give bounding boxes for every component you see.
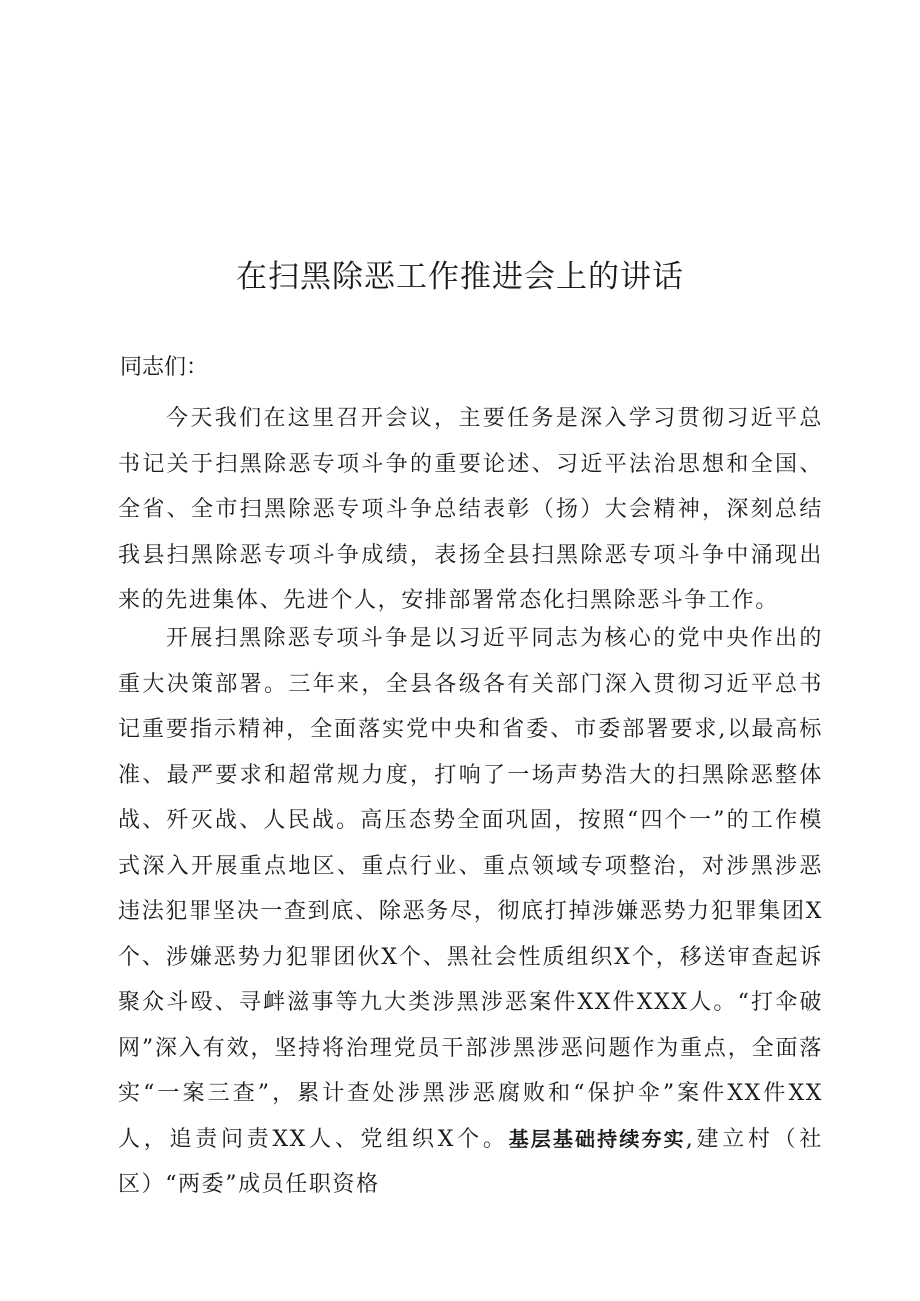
body-paragraph-2 [118,616,823,1284]
paragraph-2-tail: ,建立村（社区）“两委”成员任职资格 [118,1126,823,1197]
body-paragraph-1: 今天我们在这里召开会议，主要任务是深入学习贯彻习近平总书记关于扫黑除恶专项斗争的重要论述、习近平法治思想和全国、全省、全市扫黑除恶专项斗争总结表彰（扬）大会精神，深刻总结我县扫黑除恶专项斗争成绩，表扬全县扫黑除恶专项斗争中涌现出来的先进集体、先进个人，安排部署常态化扫黑除恶斗争工作。 [118,406,823,613]
document-title: 在扫黑除恶工作推进会上的讲话 [236,259,684,295]
salutation: 同志们： [120,355,209,380]
paragraph-2-text: 开展扫黑除恶专项斗争是以习近平同志为核心的党中央作出的重大决策部署。三年来，全县各级各有关部门深入贯彻习近平总书记重要指示精神，全面落实党中央和省委、市委部署要求,以最高标准、最严要求和超常规力度，打响了一场声势浩大的扫黑除恶整体战、歼灭战、人民战。高压态势全面巩固，按照“四个一”的工作模式深入开展重点地区、重点行业、重点领域专项整治，对涉黑涉恶违法犯罪坚决一查到底、除恶务尽，彻底打掉涉嫌恶势力犯罪集团X个、涉嫌恶势力犯罪团伙X个、黑社会性质组织X个，移送审查起诉聚众斗殴、寻衅滋事等九大类涉黑涉恶案件XX件XXX人。“打伞破网”深入有效，坚持将治理党员干部涉黑涉恶问题作为重点，全面落实“一案三查”，累计查处涉黑涉恶腐败和“保护伞”案件XX件XX人，追责问责XX人、党组织X个。 [118,626,823,1152]
paragraph-2-bold-heading: 基层基础持续夯实 [508,1126,686,1151]
